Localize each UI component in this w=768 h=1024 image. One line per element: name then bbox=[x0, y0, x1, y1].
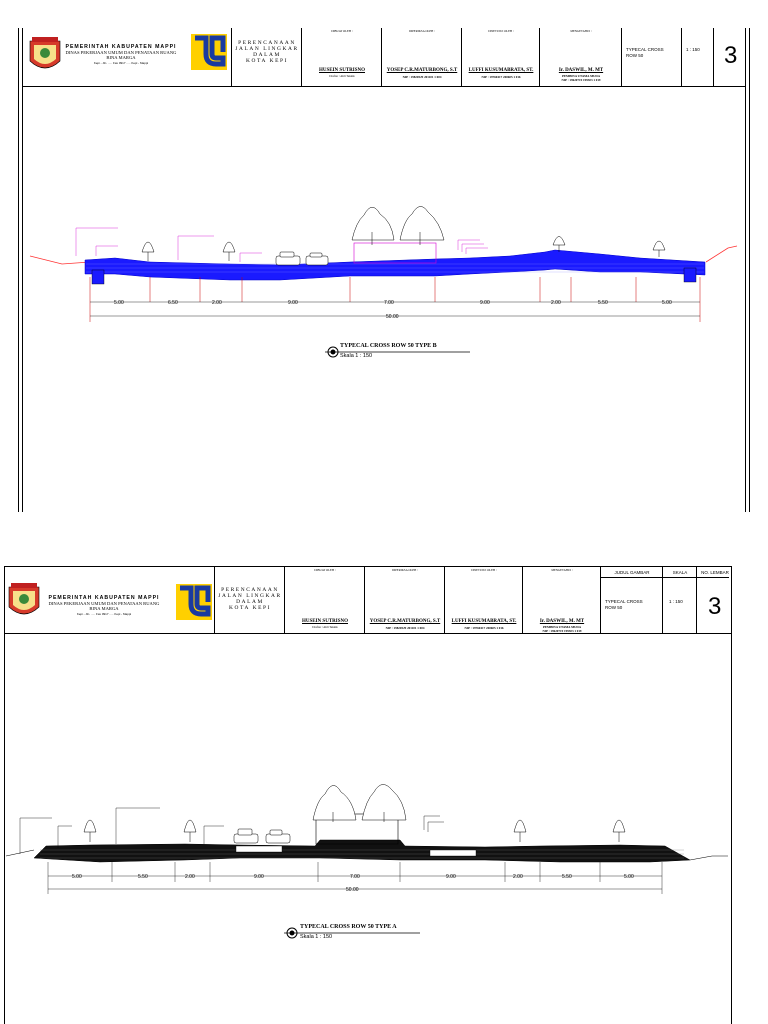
drawing-title-line-1: TYPECAL CROSS bbox=[626, 47, 664, 52]
dim-label: 5.00 bbox=[624, 874, 634, 880]
approved-by-nip: NIP : 19760417 200605 1 016 bbox=[481, 75, 521, 79]
approved-by-role: DISETUJUI OLEH : bbox=[471, 568, 497, 572]
made-by-name: HUSEIN SUTRISNO bbox=[319, 68, 365, 73]
acknowledged-by-role: MENGETAHUI : bbox=[570, 29, 592, 33]
scale-header: SKALA bbox=[672, 570, 688, 575]
dim-label: 9.00 bbox=[288, 300, 298, 306]
approved-by-role: DISETUJUI OLEH : bbox=[488, 29, 514, 33]
made-by-role: DIBUAT OLEH : bbox=[331, 29, 353, 33]
sheet-number-header: NO. LEMBAR bbox=[701, 570, 729, 575]
made-by-name: HUSEIN SUTRISNO bbox=[302, 619, 348, 624]
dim-label: 5.00 bbox=[114, 300, 124, 306]
acknowledged-by-nip: NIP : 19620719 199303 1 019 bbox=[561, 78, 601, 82]
made-by-role: DIBUAT OLEH : bbox=[314, 568, 336, 572]
government-name: PEMERINTAH KABUPATEN MAPPI bbox=[48, 595, 160, 601]
acknowledged-by-name: Ir. DASWIL, M. MT bbox=[558, 68, 604, 73]
checked-by-name: YOSEP C.R.MATURBONG, S.T bbox=[369, 619, 441, 624]
government-name: PEMERINTAH KABUPATEN MAPPI bbox=[65, 44, 177, 50]
drawing-sheet-type-a bbox=[0, 560, 768, 1024]
dim-label: 5.50 bbox=[598, 300, 608, 306]
project-title-line-4: KOTA KEPI bbox=[229, 605, 271, 611]
drawing-title-header: JUDUL GAMBAR bbox=[614, 570, 650, 575]
department-name: DINAS PEKERJAAN UMUM DAN PENATAAN RUANG bbox=[65, 50, 177, 55]
acknowledged-by-rank: PEMBINA UTAMA MUDA bbox=[561, 74, 600, 78]
address-text: Kepi - Jln. ..... Fax 0917 ..... Kepi - Mappi bbox=[76, 612, 132, 616]
section-caption: TYPECAL CROSS ROW 50 TYPE B bbox=[340, 343, 437, 349]
dim-label: 2.00 bbox=[551, 300, 561, 306]
checked-by-role: DIPERIKSA OLEH : bbox=[392, 568, 418, 572]
checked-by-name: YOSEP C.R.MATURBONG, S.T bbox=[386, 68, 458, 73]
dim-label: 2.00 bbox=[212, 300, 222, 306]
acknowledged-by-name: Ir. DASWIL, M. MT bbox=[539, 619, 585, 624]
drawing-title-line-2: ROW 50 bbox=[605, 605, 623, 610]
division-name: BINA MARGA bbox=[106, 55, 136, 60]
total-width-label: 50.00 bbox=[386, 314, 399, 320]
dim-label: 5.00 bbox=[662, 300, 672, 306]
made-by-subtitle: Drafter / Ahli Teknik bbox=[312, 625, 338, 629]
acknowledged-by-nip: NIP : 19620719 199303 1 019 bbox=[542, 629, 582, 633]
dim-label: 9.00 bbox=[480, 300, 490, 306]
section-caption: TYPECAL CROSS ROW 50 TYPE A bbox=[300, 924, 397, 930]
dim-label: 6.50 bbox=[168, 300, 178, 306]
department-name: DINAS PEKERJAAN UMUM DAN PENATAAN RUANG bbox=[48, 601, 160, 606]
dim-label: 5.50 bbox=[138, 874, 148, 880]
project-title-line-1: PERENCANAAN bbox=[238, 40, 296, 46]
checked-by-nip: NIP : 19820529 201101 1 004 bbox=[402, 75, 442, 79]
dim-label: 2.00 bbox=[185, 874, 195, 880]
sheet-number: 3 bbox=[708, 593, 722, 620]
section-scale: Skala 1 : 150 bbox=[340, 353, 373, 359]
dim-label: 5.50 bbox=[562, 874, 572, 880]
drawing-title-line-2: ROW 50 bbox=[626, 53, 644, 58]
dim-label: 2.00 bbox=[513, 874, 523, 880]
project-title-line-2: JALAN LINGKAR bbox=[218, 593, 282, 599]
approved-by-name: LUFFI KUSUMABRATA, ST. bbox=[451, 619, 517, 624]
project-title-line-3: DALAM bbox=[236, 599, 264, 605]
address-text: Kepi - Jln. ..... Fax 0917 ..... Kepi - Mappi bbox=[93, 61, 149, 65]
approved-by-nip: NIP : 19760417 200605 1 016 bbox=[464, 626, 504, 630]
drawing-scale: 1 : 150 bbox=[669, 599, 683, 604]
drawing-scale: 1 : 150 bbox=[686, 47, 700, 52]
acknowledged-by-role: MENGETAHUI : bbox=[551, 568, 573, 572]
project-title-line-3: DALAM bbox=[253, 52, 281, 58]
project-title-line-1: PERENCANAAN bbox=[221, 587, 279, 593]
acknowledged-by-rank: PEMBINA UTAMA MUDA bbox=[542, 625, 581, 629]
sheet-number: 3 bbox=[724, 42, 738, 69]
approved-by-name: LUFFI KUSUMABRATA, ST. bbox=[468, 68, 534, 73]
total-width-label: 50.00 bbox=[346, 887, 359, 893]
drawing-title-line-1: TYPECAL CROSS bbox=[605, 599, 643, 604]
section-scale: Skala 1 : 150 bbox=[300, 934, 333, 940]
dim-label: 9.00 bbox=[446, 874, 456, 880]
checked-by-nip: NIP : 19820529 201101 1 004 bbox=[385, 626, 425, 630]
dim-label: 7.00 bbox=[350, 874, 360, 880]
dim-label: 5.00 bbox=[72, 874, 82, 880]
made-by-subtitle: Drafter / Ahli Teknik bbox=[329, 74, 355, 78]
division-name: BINA MARGA bbox=[89, 606, 119, 611]
dim-label: 7.00 bbox=[384, 300, 394, 306]
dim-label: 9.00 bbox=[254, 874, 264, 880]
checked-by-role: DIPERIKSA OLEH : bbox=[409, 29, 435, 33]
project-title-line-2: JALAN LINGKAR bbox=[235, 46, 299, 52]
project-title-line-4: KOTA KEPI bbox=[246, 58, 288, 64]
cross-section-type-a bbox=[0, 560, 768, 1024]
